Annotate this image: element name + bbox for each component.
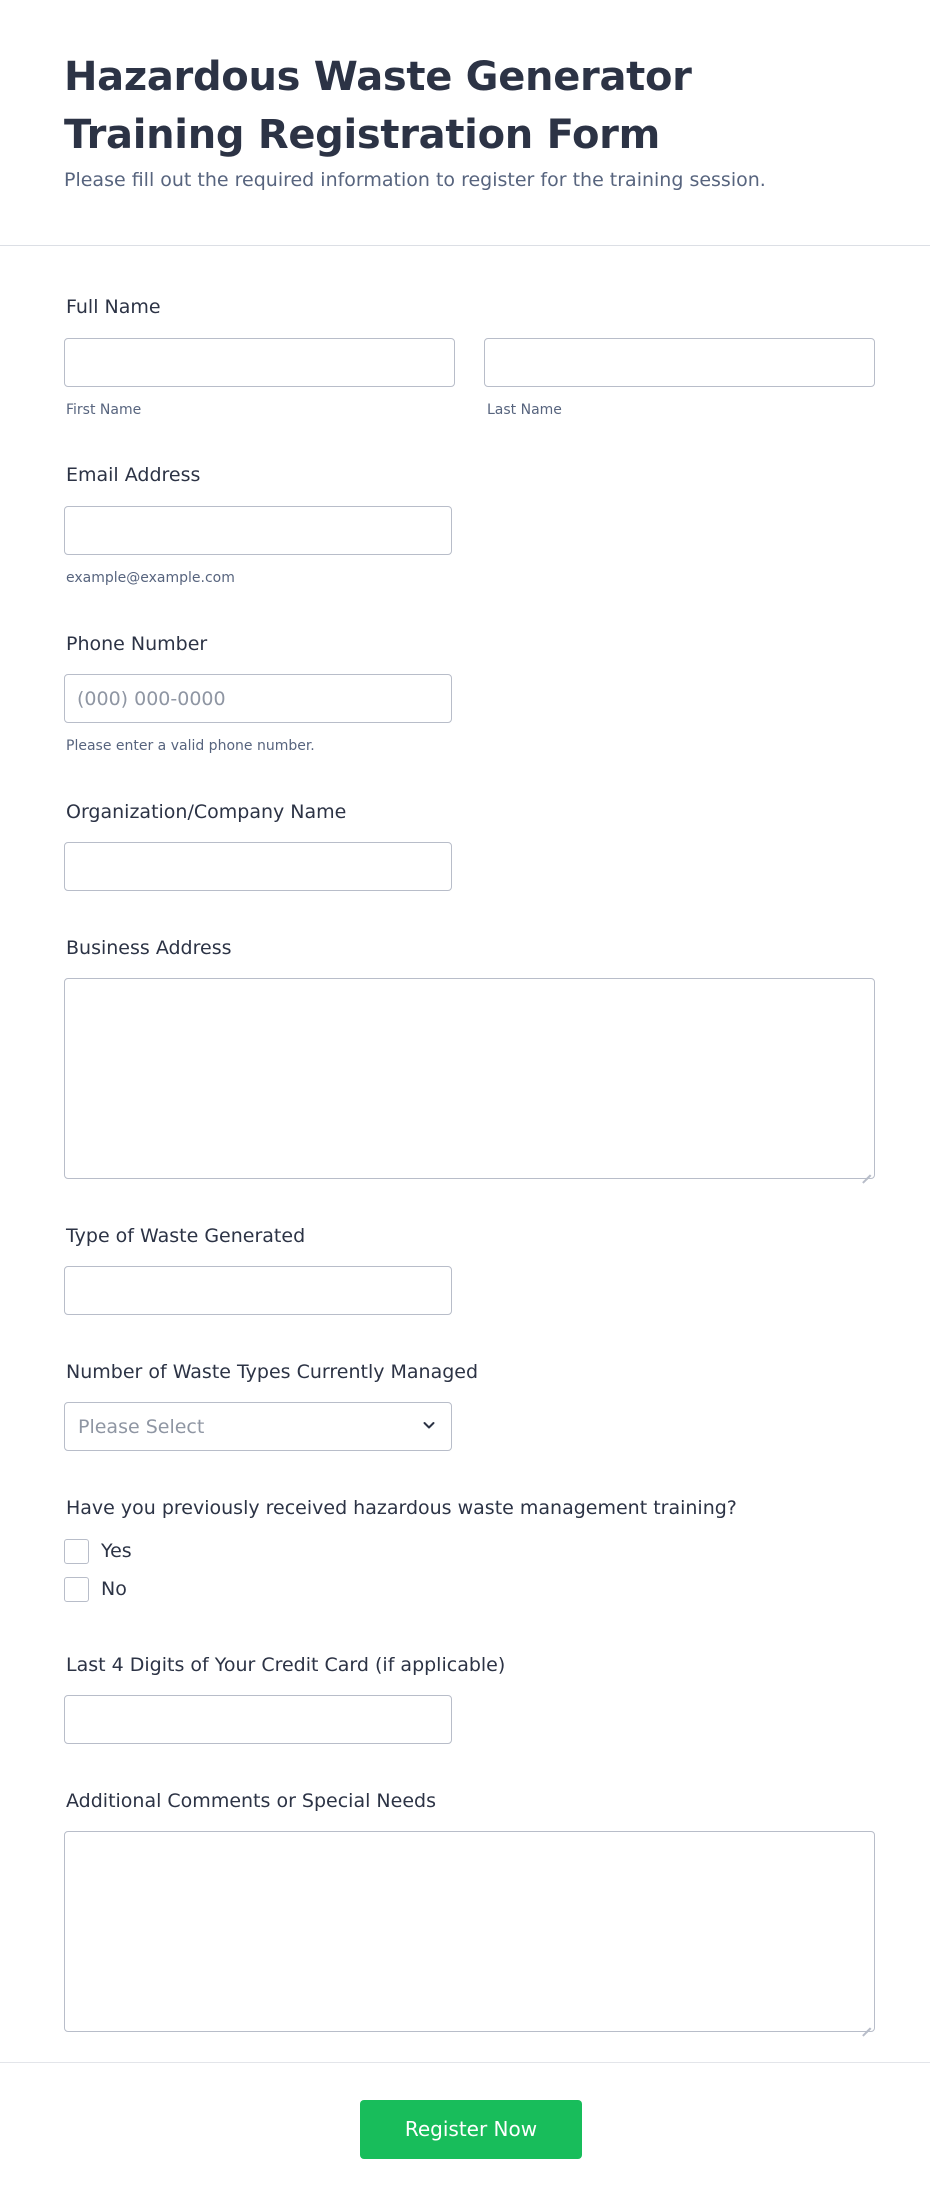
waste-count-label: Number of Waste Types Currently Managed (66, 1361, 479, 1383)
register-now-button[interactable]: Register Now (360, 2100, 582, 2159)
waste-type-input[interactable] (64, 1266, 452, 1315)
last-name-input[interactable] (484, 338, 875, 387)
waste-type-label: Type of Waste Generated (66, 1225, 306, 1247)
form-title: Hazardous Waste Generator Training Registration Form (64, 54, 692, 158)
option-yes[interactable] (64, 1539, 214, 1565)
resize-grip-icon[interactable] (861, 1165, 871, 1175)
business-address-label: Business Address (66, 937, 232, 959)
phone-sublabel: Please enter a valid phone number. (66, 738, 315, 754)
previous-training-label: Have you previously received hazardous waste management training? (66, 1497, 737, 1519)
email-input[interactable] (64, 506, 452, 555)
yes-checkbox[interactable] (64, 1539, 89, 1564)
form-subtitle: Please fill out the required information to register for the training session. (64, 169, 766, 191)
option-no[interactable] (64, 1577, 214, 1603)
organization-label: Organization/Company Name (66, 801, 347, 823)
first-name-input[interactable] (64, 338, 455, 387)
no-option-label: No (101, 1578, 127, 1600)
credit-card-label: Last 4 Digits of Your Credit Card (if applicable) (66, 1654, 506, 1676)
organization-input[interactable] (64, 842, 452, 891)
yes-option-label: Yes (101, 1540, 132, 1562)
phone-label: Phone Number (66, 633, 208, 655)
full-name-label: Full Name (66, 296, 161, 318)
waste-count-select[interactable] (64, 1402, 452, 1451)
email-label: Email Address (66, 464, 201, 486)
resize-grip-icon[interactable] (861, 2018, 871, 2028)
email-sublabel: example@example.com (66, 570, 235, 586)
waste-count-selected-value: Please Select (78, 1416, 205, 1438)
business-address-textarea[interactable] (64, 978, 875, 1179)
first-name-sublabel: First Name (66, 402, 142, 418)
last-name-sublabel: Last Name (487, 402, 562, 418)
phone-input[interactable] (64, 674, 452, 723)
form-header (0, 0, 930, 246)
comments-label: Additional Comments or Special Needs (66, 1790, 436, 1812)
chevron-down-icon (421, 1417, 437, 1433)
no-checkbox[interactable] (64, 1577, 89, 1602)
credit-card-input[interactable] (64, 1695, 452, 1744)
comments-textarea[interactable] (64, 1831, 875, 2032)
